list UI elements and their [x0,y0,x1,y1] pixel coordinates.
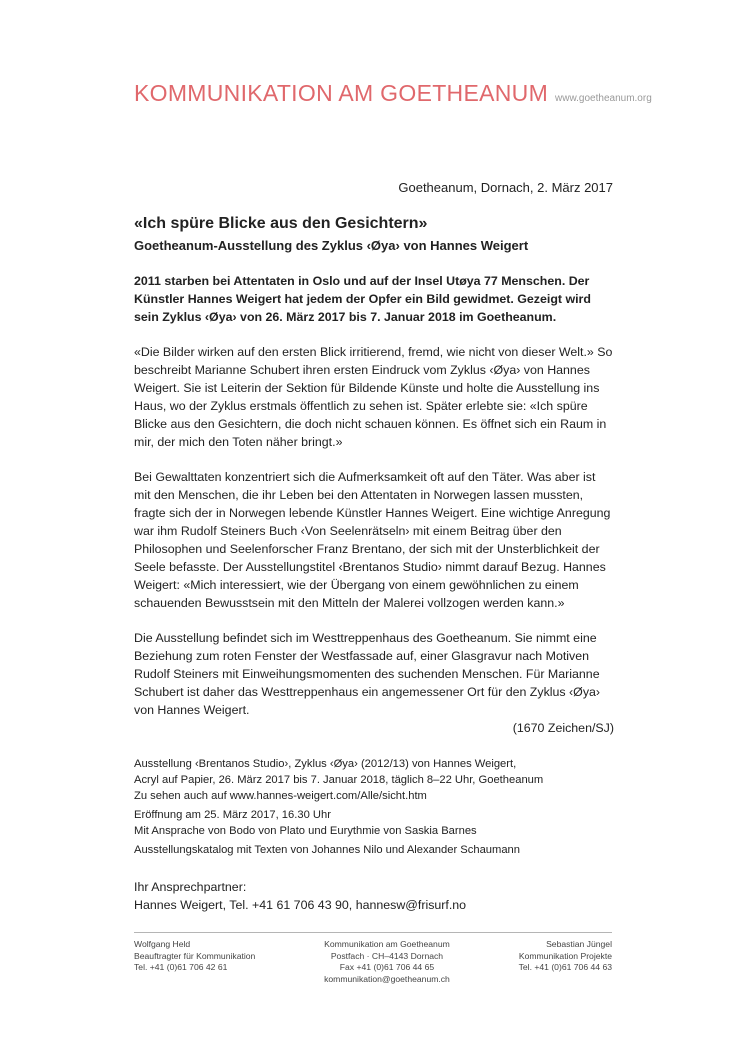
contact-details: Hannes Weigert, Tel. +41 61 706 43 90, hannesw@frisurf.no [134,898,467,912]
contact-block [134,878,614,914]
exhibition-line-2: Acryl auf Papier, 26. März 2017 bis 7. Januar 2018, täglich 8–22 Uhr, Goetheanum [134,774,544,786]
body-paragraph-3: Die Ausstellung befindet sich im Westtreppenhaus des Goetheanum. Sie nimmt eine Beziehung zum roten Fenster der Westfassade auf, einer Glasgravur nach Motiven Rudolf Steiners mit Einweihungsmomenten des suchenden Menschen. Für Marianne Schubert ist daher das Westtreppenhaus ein angemessener Ort für den Zyklus ‹Øya› von Hannes Weigert. [134,631,601,717]
exhibition-line-1: Ausstellung ‹Brentanos Studio›, Zyklus ‹Øya› (2012/13) von Hannes Weigert, [134,758,517,770]
opening-line-2: Mit Ansprache von Bodo von Plato und Eurythmie von Saskia Barnes [134,825,477,837]
body-paragraph-2: Bei Gewalttaten konzentriert sich die Aufmerksamkeit oft auf den Täter. Was aber ist mit den Menschen, die ihr Leben bei den Attentaten in Norwegen lassen mussten, fragte sich der in Norwegen lebende Künstler Hannes Weigert. Eine wichtige Anregung war ihm Rudolf Steiners Buch ‹Von Seelenrätseln› mit einem Beitrag über den Philosophen und Seelenforscher Franz Brentano, der sich mit der Unsterblichkeit der Seele befasste. Der Ausstellungstitel ‹Brentanos Studio› nimmt darauf Bezug. Hannes Weigert: «Mich interessiert, wie der Übergang von einem gewöhnlichen zu einem schauenden Bewusstsein mit den Mitteln der Malerei vollzogen werden kann.» [134,470,611,610]
letterhead [134,80,652,107]
footer-right-line: Kommunikation Projekte [518,950,612,961]
footer-contact-right [519,939,612,985]
footer-center-line: Kommunikation am Goetheanum [324,939,450,949]
headline: «Ich spüre Blicke aus den Gesichtern» [134,215,428,232]
footer-email-link[interactable]: kommunikation@goetheanum.ch [324,973,450,984]
footer-contact-left [134,939,255,985]
contact-label: Ihr Ansprechpartner: [134,880,247,894]
footer-center-line: Postfach · CH–4143 Dornach [330,950,444,961]
dateline: Goetheanum, Dornach, 2. März 2017 [398,180,613,195]
footer-right-line: Sebastian Jüngel [546,939,612,949]
opening-info [134,807,614,839]
subheadline: Goetheanum-Ausstellung des Zyklus ‹Øya› von Hannes Weigert [134,238,529,253]
website-link[interactable]: www.goetheanum.org [555,93,652,104]
opening-line-1: Eröffnung am 25. März 2017, 16.30 Uhr [134,809,331,821]
character-count: (1670 Zeichen/SJ) [512,721,614,735]
footer-left-line: Tel. +41 (0)61 706 42 61 [134,962,228,973]
catalog-info [134,842,614,858]
footer-right-line: Tel. +41 (0)61 706 44 63 [518,962,612,973]
body-paragraph-1: «Die Bilder wirken auf den ersten Blick irritierend, fremd, wie nicht von dieser Welt.» So beschreibt Marianne Schubert ihren ersten Eindruck vom Zyklus ‹Øya› von Hannes Weigert. Sie ist Leiterin der Sektion für Bildende Künste und holte die Ausstellung ins Haus, wo der Zyklus erstmals öffentlich zu sehen ist. Später erlebte sie: «Ich spüre Blicke aus den Gesichtern, die doch nicht schauen können. Es öffnet sich ein Raum in mir, der mich den Toten näher bringt.» [134,345,613,449]
article-body [134,214,614,914]
exhibition-info [134,756,614,804]
footer-center-line: Fax +41 (0)61 706 44 65 [339,962,435,973]
lead-paragraph: 2011 starben bei Attentaten in Oslo und auf der Insel Utøya 77 Menschen. Der Künstler Hannes Weigert hat jedem der Opfer ein Bild gewidmet. Gezeigt wird sein Zyklus ‹Øya› von 26. März 2017 bis 7. Januar 2018 im Goetheanum. [134,274,591,324]
footer-left-line: Wolfgang Held [134,939,191,949]
footer-left-line: Beauftragter für Kommunikation [134,950,256,961]
footer [134,932,612,985]
footer-contact-center [324,939,450,985]
catalog-line: Ausstellungskatalog mit Texten von Johannes Nilo und Alexander Schaumann [134,844,521,856]
brand-title: KOMMUNIKATION AM GOETHEANUM [134,80,549,106]
exhibition-line-3: Zu sehen auch auf www.hannes-weigert.com/Alle/sicht.htm [134,790,427,802]
